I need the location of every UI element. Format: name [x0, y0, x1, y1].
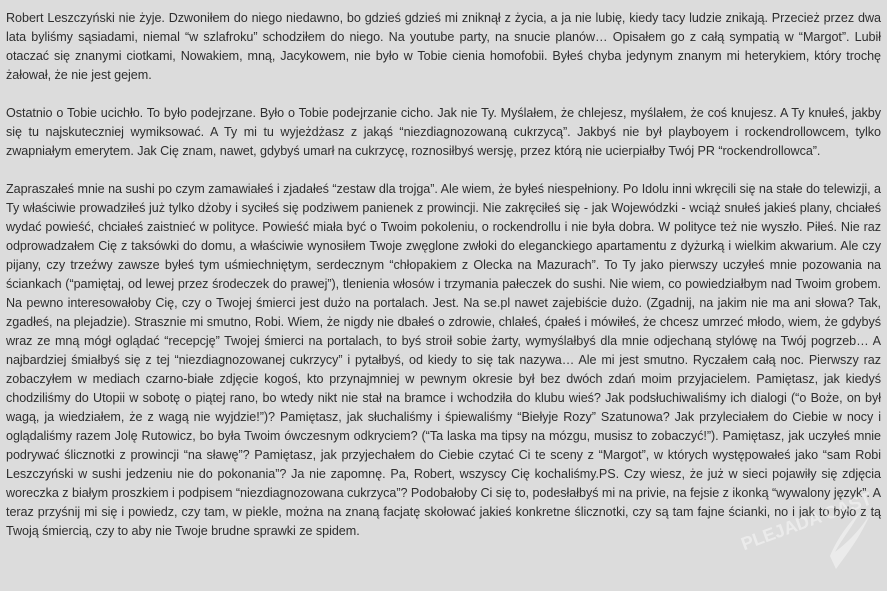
article-text	[6, 9, 881, 541]
paragraph-intro: Robert Leszczyński nie żyje. Dzwoniłem do niego niedawno, bo gdzieś gdzieś mi zniknął z życia, a ja nie lubię, kiedy tacy ludzie znikają. Przecież przez dwa lata byliśmy sąsiadami, niemal “w szlafroku” schodziłem do niego. Na youtube party, na snucie planów… Opisałem go z całą sympatią w “Margot”. Lubił otaczać się znanymi ciotkami, Nowakiem, mną, Jacykowem, nie było w Tobie cienia homofobii. Byłeś chyba jedynym znanym mi heterykiem, który trochę żałował, że nie jest gejem.	[6, 11, 881, 82]
paragraph-silence: Ostatnio o Tobie ucichło. To było podejrzane. Było o Tobie podejrzanie cicho. Jak nie Ty. Myślałem, że chlejesz, myślałem, że coś knujesz. A Ty knułeś, jakby się tu najskuteczniej wymiksować. A Ty mi tu wyjeżdżasz z jakąś “niezdiagnozowaną cukrzycą”. Jakbyś nie był playboyem i rockendrollowcem, tylko zwapniałym emerytem. Jak Cię znam, nawet, gdybyś umarł na cukrzycę, roznosiłbyś wersję, przez którą nie ucierpiałby Twój PR “rockendrollowca”.	[6, 106, 881, 158]
watermark-text: PLEJADA CAST	[738, 488, 875, 555]
paragraph-memories: Zapraszałeś mnie na sushi po czym zamawiałeś i zjadałeś “zestaw dla trojga”. Ale wiem, że byłeś niespełniony. Po Idolu inni wkręcili się na stałe do telewizji, a Ty właściwie prowadziłeś już tylko dżoby i syciłeś się podziwem panienek z prowincji. Nie zakręciłeś się - jak Wojewódzki - wciąż snułeś jakieś plany, chciałeś wydać powieść, chciałeś zaistnieć w polityce. Powieść miała być o Twoim pokoleniu, o rockendrollu i nie była dobra. W polityce też nie wyszło. Piłeś. Nie raz odprowadzałem Cię z taksówki do domu, a właściwie wynosiłem Twoje zwęglone zwłoki do eleganckiego apartamentu z dyżurką i wielkim akwarium. Ale czy pijany, czy trzeźwy zawsze byłeś tym uśmiechniętym, serdecznym “chłopakiem z Olecka na Mazurach”. To Ty jako pierwszy uczyłeś mnie pozowania na ściankach (“pamiętaj, od lewej przez środeczek do prawej”), tlenienia włosów i trzymania pałeczek do sushi. Nie wiem, co powiedziałbym nad Twoim grobem. Na pewno interesowałoby Cię, czy o Twojej śmierci jest dużo na portalach. Jest. Na se.pl nawet zajebiście dużo. (Zgadnij, na jakim nie ma ani słowa? Tak, zgadłeś, na plejadzie). Strasznie mi smutno, Robi. Wiem, że nigdy nie dbałeś o zdrowie, chlałeś, ćpałeś i mówiłeś, że chcesz umrzeć młodo, wiem, że gdybyś wraz ze mną mógł oglądać “recepcję” Twojej śmierci na portalach, to byś stroił sobie żarty, wymyślałbyś dla mnie odjechaną stylówę na Twój pogrzeb… A najbardziej śmiałbyś się z tej “niezdiagnozowanej cukrzycy” i pytałbyś, od kiedy to się tak nazywa… Ale mi jest smutno. Ryczałem całą noc. Pierwszy raz zobaczyłem w mediach czarno-białe zdjęcie kogoś, kto przynajmniej w pewnym okresie był bez dwóch zdań moim przyjacielem. Pamiętasz, jak kiedyś chodziliśmy do Utopii w sobotę o piątej rano, bo wtedy nikt nie stał na bramce i wchodziła do klubu wieś? Jak podsłuchiwaliśmy ich dialogi (“o Boże, on był wagą, ja wiedziałem, że z wagą nie wyjdzie!”)? Pamiętasz, jak słuchaliśmy i śpiewaliśmy “Biełyje Rozy” Szatunowa? Jak przyleciałem do Ciebie w nocy i oglądaliśmy razem Jolę Rutowicz, bo była Twoim ówczesnym odkryciem? (“Ta laska ma tipsy na mózgu, musisz to zobaczyć!”). Pamiętasz, jak uczyłeś mnie podrywać ślicznotki z prowincji “na sławę”? Pamiętasz, jak przyjechałem do Ciebie czytać Ci te sceny z “Margot”, w których występowałeś jako “sam Robi Leszczyński w sushi jedzeniu nie do pokonania”? Ja nie zapomnę. Pa, Robert, wszyscy Cię kochaliśmy.PS. Czy wiesz, że już w sieci pojawiły się zdjęcia woreczka z białym proszkiem i podpisem “niezdiagnozowana cukrzyca”? Podobałoby Ci się to, podesłałbyś mi na privie, na fejsie z ikonką “wywalony język”. A teraz przyśnij mi się i powiedz, czy tam, w piekle, można na znaną facjatę skołować jakieś konkretne ślicznotki, czy są tam fajne ścianki, no i jak to było z tą Twoją śmiercią, czy to aby nie Twoje brudne sprawki ze spidem.	[6, 182, 881, 538]
